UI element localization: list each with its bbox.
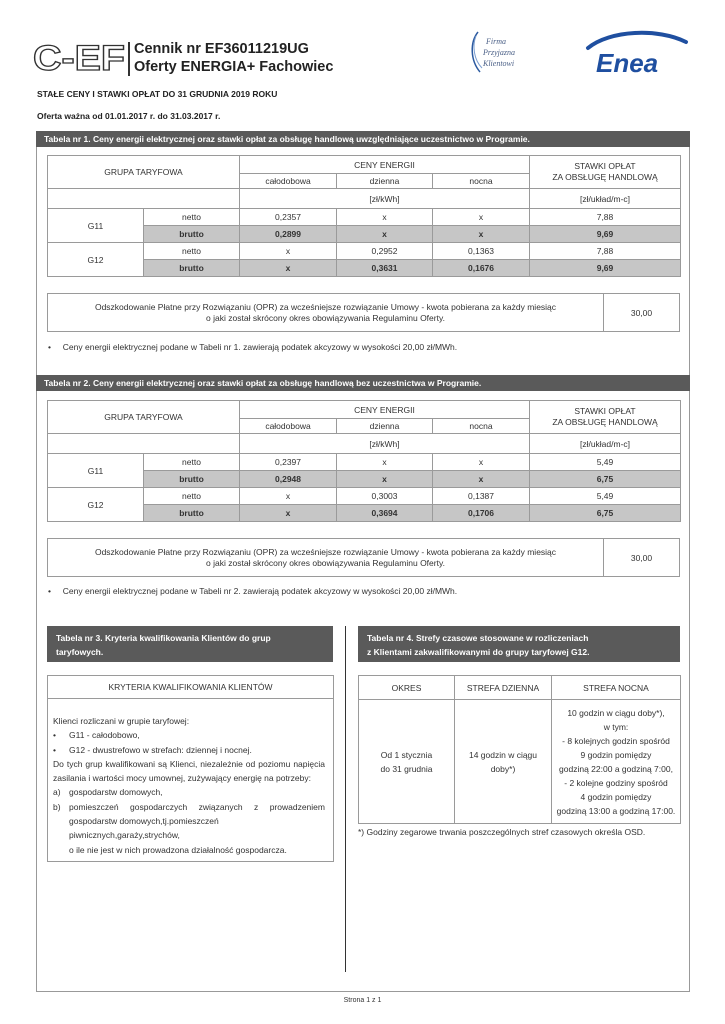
table3-criteria-box xyxy=(47,675,334,862)
criteria-item-b: b) pomieszczeń gospodarczych związanych z prowadzeniem xyxy=(53,801,325,812)
cell-fee: 5,49 xyxy=(530,454,681,471)
criteria-g12: • G12 - dwustrefowo w strefach: dziennej i nocnej. xyxy=(53,744,252,755)
table2-excise-note: • Ceny energii elektrycznej podane w Tabeli nr 2. zawierają podatek akcyzowy w wysokości 20,00 zł/MWh. xyxy=(48,586,458,596)
page-number: Strona 1 z 1 xyxy=(343,997,382,1004)
criteria-item-b-cont2: o ile nie jest w nich prowadzona działalność gospodarcza. xyxy=(69,844,287,855)
group-header: GRUPA TARYFOWA xyxy=(48,156,240,189)
group-header: GRUPA TARYFOWA xyxy=(48,401,240,434)
cell-whole: 0,2357 xyxy=(240,209,337,226)
opr-description: Odszkodowanie Płatne przy Rozwiązaniu (OPR) za wcześniejsze rozwiązanie Umowy - kwota pobierana za każdy miesiąc o jaki został skrócony okres obowiązywania Regulaminu Oferty. xyxy=(48,294,604,331)
group-g11: G11 xyxy=(48,454,144,488)
table2 xyxy=(47,400,681,522)
enea-logo xyxy=(580,28,692,76)
night-zone-cell: 10 godzin w ciągu doby*), w tym: - 8 kolejnych godzin spośród 9 godzin pomiędzy godziną 22:00 a godziną 7:00, - 2 kolejne godziny spośród 4 godzin pomiędzy godziną 13:00 a godziną 17:00. xyxy=(552,700,681,824)
energy-prices-header: CENY ENERGII xyxy=(240,401,530,419)
group-g12: G12 xyxy=(48,243,144,277)
unit-energy: [zł/kWh] xyxy=(240,189,530,209)
criteria-paragraph-2: zasilania i wartości mocy umownej, zużywający energię na potrzeby: xyxy=(53,773,311,784)
cell-night: 0,1387 xyxy=(433,488,530,505)
col-period: OKRES xyxy=(359,676,455,700)
cell-fee: 7,88 xyxy=(530,209,681,226)
cell-day: 0,3003 xyxy=(337,488,433,505)
unit-fee: [zł/układ/m-c] xyxy=(530,434,681,454)
cell-whole: x xyxy=(240,243,337,260)
day-zone-cell: 14 godzin w ciągu doby*) xyxy=(455,700,552,824)
document-title xyxy=(134,40,333,76)
cell-whole: 0,2397 xyxy=(240,454,337,471)
table1 xyxy=(47,155,681,277)
criteria-header: KRYTERIA KWALIFIKOWANIA KLIENTÓW xyxy=(48,676,333,699)
cell-fee: 9,69 xyxy=(530,260,681,277)
criteria-intro: Klienci rozliczani w grupie taryfowej: xyxy=(53,716,190,726)
col-day: dzienna xyxy=(337,174,433,189)
energy-prices-header: CENY ENERGII xyxy=(240,156,530,174)
table4-title: Tabela nr 4. Strefy czasowe stosowane w rozliczeniach z Klientami zakwalifikowanymi do grupy taryfowej G12. xyxy=(358,626,680,662)
row-type: netto xyxy=(144,454,240,471)
table1-opr-box xyxy=(47,293,680,332)
col-whole-day: całodobowa xyxy=(240,419,337,434)
cell-fee: 5,49 xyxy=(530,488,681,505)
cell-whole: x xyxy=(240,260,337,277)
fees-header: STAWKI OPŁAT ZA OBSŁUGĘ HANDLOWĄ xyxy=(530,156,681,189)
criteria-paragraph-1: Do tych grup kwalifikowani są Klienci, niezależnie od poziomu napięcia xyxy=(53,758,325,769)
opr-description: Odszkodowanie Płatne przy Rozwiązaniu (OPR) za wcześniejsze rozwiązanie Umowy - kwota pobierana za każdy miesiąc o jaki został skrócony okres obowiązywania Regulaminu Oferty. xyxy=(48,539,604,576)
unit-fee: [zł/układ/m-c] xyxy=(530,189,681,209)
group-g11: G11 xyxy=(48,209,144,243)
cell-fee: 7,88 xyxy=(530,243,681,260)
opr-value: 30,00 xyxy=(630,308,653,318)
cell-night: 0,1363 xyxy=(433,243,530,260)
criteria-body xyxy=(53,714,325,857)
col-whole-day: całodobowa xyxy=(240,174,337,189)
criteria-item-b-cont: gospodarstw domowych,tj.pomieszczeń piwnicznych,garaży,strychów, xyxy=(69,816,219,841)
period-cell: Od 1 stycznia do 31 grudnia xyxy=(359,700,455,824)
cell-night: x xyxy=(433,226,530,243)
col-night-zone: STREFA NOCNA xyxy=(552,676,681,700)
group-g12: G12 xyxy=(48,488,144,522)
unit-energy: [zł/kWh] xyxy=(240,434,530,454)
offer-validity: Oferta ważna od 01.01.2017 r. do 31.03.2017 r. xyxy=(37,111,221,121)
cell-day: 0,3694 xyxy=(337,505,433,522)
cell-day: 0,2952 xyxy=(337,243,433,260)
table4-footnote: *) Godziny zegarowe trwania poszczególnych stref czasowych określa OSD. xyxy=(358,827,646,837)
table3-title: Tabela nr 3. Kryteria kwalifikowania Klientów do grup taryfowych. xyxy=(47,626,333,662)
ff-logo-line-1: Firma xyxy=(486,37,506,46)
enea-logo-text: Enea xyxy=(596,48,659,76)
cell-whole: x xyxy=(240,488,337,505)
cell-day: x xyxy=(337,209,433,226)
cef-logo-text: C-EF xyxy=(33,40,125,74)
offer-name: Oferty ENERGIA+ Fachowiec xyxy=(134,59,334,75)
col-day: dzienna xyxy=(337,419,433,434)
column-separator xyxy=(345,626,346,972)
table4 xyxy=(358,675,681,824)
col-night: nocna xyxy=(433,174,530,189)
cell-whole: 0,2899 xyxy=(240,226,337,243)
fixed-prices-heading: STAŁE CENY I STAWKI OPŁAT DO 31 GRUDNIA 2019 ROKU xyxy=(37,89,278,99)
cell-night: 0,1706 xyxy=(433,505,530,522)
row-type: netto xyxy=(144,243,240,260)
cell-fee: 6,75 xyxy=(530,471,681,488)
cell-night: 0,1676 xyxy=(433,260,530,277)
cell-fee: 9,69 xyxy=(530,226,681,243)
cell-night: x xyxy=(433,209,530,226)
table2-title: Tabela nr 2. Ceny energii elektrycznej oraz stawki opłat za obsługę handlową bez uczestnictwa w Programie. xyxy=(36,375,690,391)
cell-day: x xyxy=(337,226,433,243)
table2-opr-box xyxy=(47,538,680,577)
criteria-g11: • G11 - całodobowo, xyxy=(53,730,140,741)
row-type: netto xyxy=(144,209,240,226)
row-type: brutto xyxy=(144,226,240,243)
cell-whole: 0,2948 xyxy=(240,471,337,488)
cell-night: x xyxy=(433,471,530,488)
row-type: brutto xyxy=(144,505,240,522)
price-list-number: Cennik nr EF36011219UG xyxy=(134,41,309,57)
ff-logo-line-2: Przyjazna xyxy=(483,48,515,57)
criteria-item-a: a) gospodarstw domowych, xyxy=(53,787,163,798)
cell-day: x xyxy=(337,454,433,471)
opr-value: 30,00 xyxy=(630,553,653,563)
fees-header: STAWKI OPŁAT ZA OBSŁUGĘ HANDLOWĄ xyxy=(530,401,681,434)
col-night: nocna xyxy=(433,419,530,434)
ff-logo-line-3: Klientowi xyxy=(483,59,515,68)
cef-logo xyxy=(33,40,125,74)
row-type: brutto xyxy=(144,471,240,488)
cell-day: 0,3631 xyxy=(337,260,433,277)
row-type: netto xyxy=(144,488,240,505)
cell-whole: x xyxy=(240,505,337,522)
row-type: brutto xyxy=(144,260,240,277)
col-day-zone: STREFA DZIENNA xyxy=(455,676,552,700)
table1-excise-note: • Ceny energii elektrycznej podane w Tabeli nr 1. zawierają podatek akcyzowy w wysokości 20,00 zł/MWh. xyxy=(48,342,458,352)
cell-night: x xyxy=(433,454,530,471)
table1-title: Tabela nr 1. Ceny energii elektrycznej oraz stawki opłat za obsługę handlową uwzględniające uczestnictwo w Programie. xyxy=(36,131,690,147)
cell-fee: 6,75 xyxy=(530,505,681,522)
header-separator xyxy=(128,42,130,76)
cell-day: x xyxy=(337,471,433,488)
firma-przyjazna-klientowi-logo xyxy=(468,30,520,74)
